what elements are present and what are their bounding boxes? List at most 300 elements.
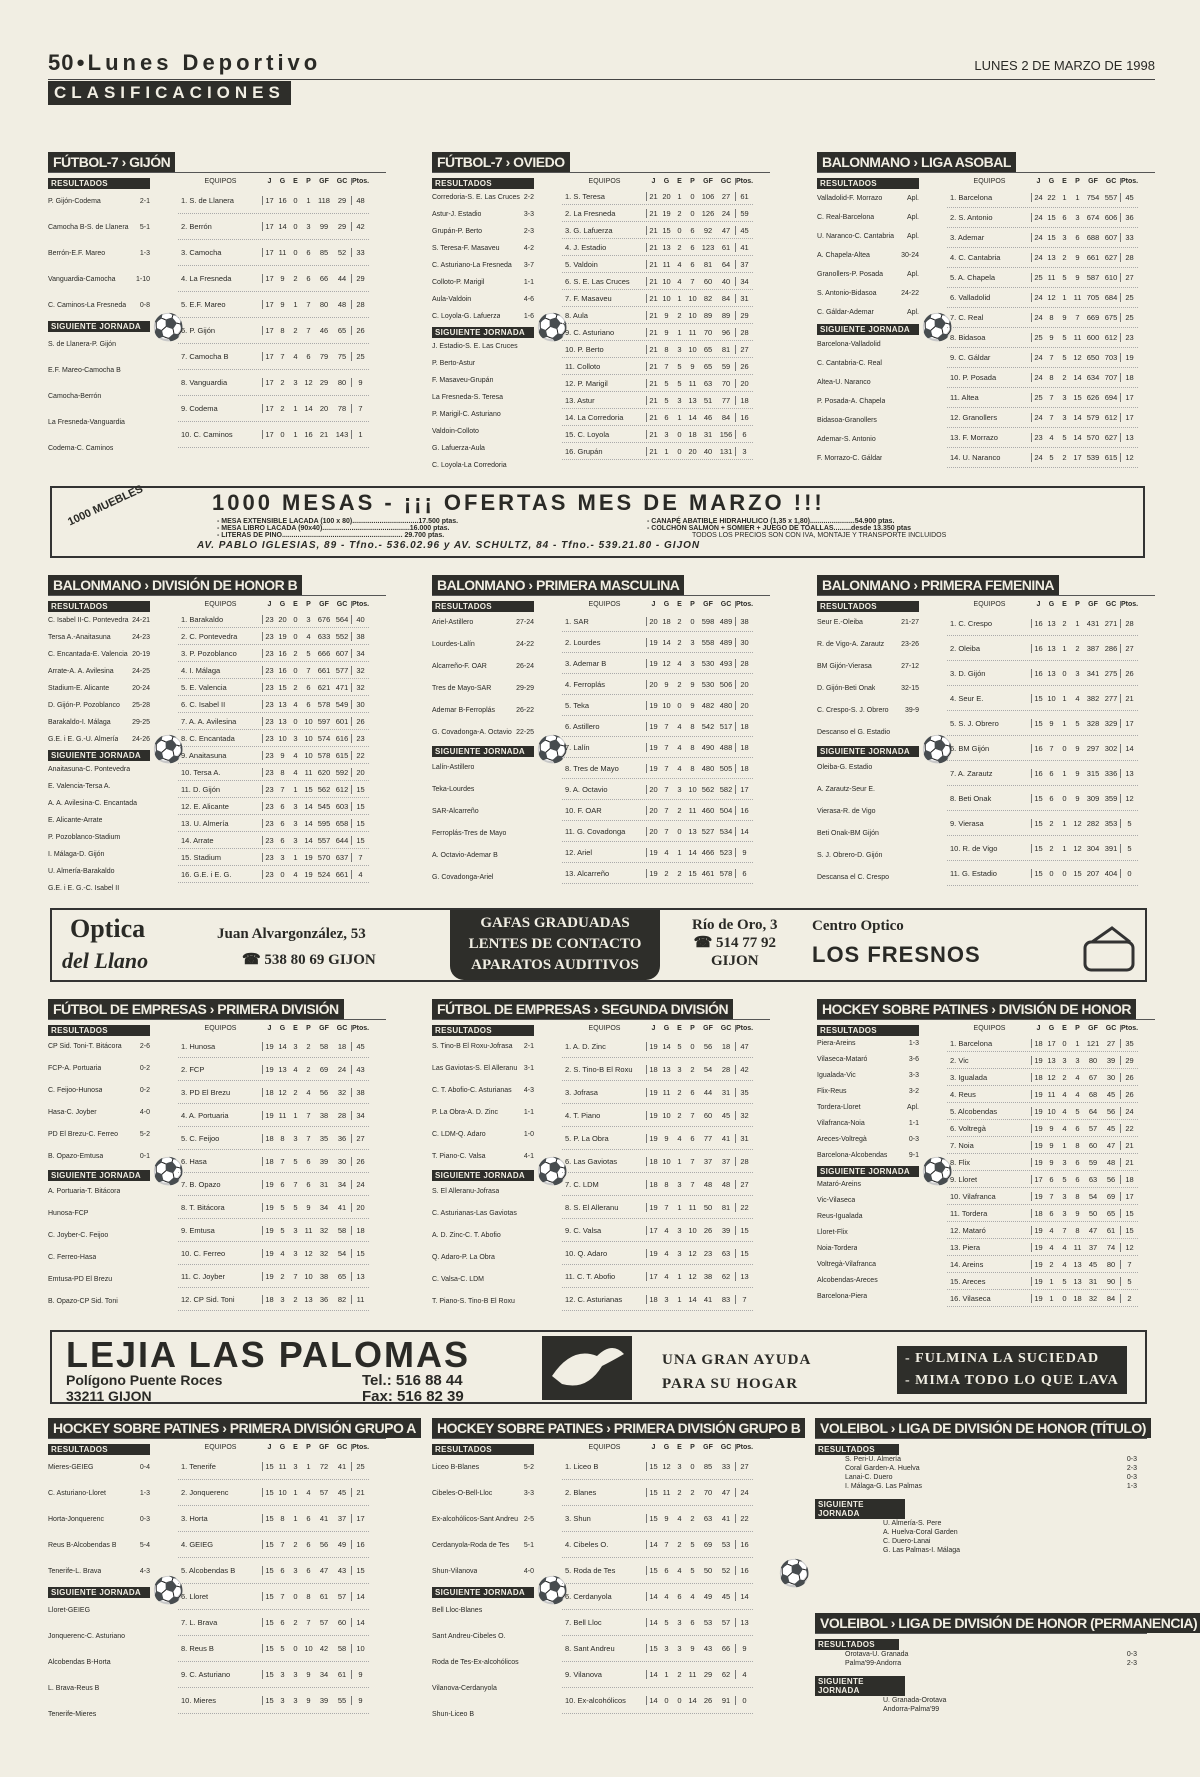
cell-lost: 14 — [688, 847, 697, 857]
standings-table — [947, 174, 1138, 468]
cell-lost: 11 — [688, 327, 697, 337]
cell-goals-against: 28 — [721, 1064, 731, 1074]
table-row — [178, 1127, 369, 1150]
cell-goals-against: 49 — [337, 1540, 347, 1549]
next-match-row — [432, 1181, 534, 1203]
cell-points: 27 — [1120, 644, 1138, 653]
cell-won: 17 — [1047, 1038, 1056, 1048]
result-score: 4-3 — [139, 1568, 150, 1575]
next-match-row — [815, 1537, 1147, 1546]
table-row — [562, 341, 753, 358]
cell-lost: 6 — [690, 225, 695, 235]
cell-drawn: 2 — [293, 648, 298, 658]
cell-points: 16 — [735, 413, 753, 422]
cell-drawn: 2 — [1062, 373, 1067, 382]
table-row — [178, 370, 369, 396]
result-row — [432, 1102, 534, 1124]
table-row — [562, 1150, 753, 1173]
cell-points: 25 — [1120, 313, 1138, 322]
cell-team: 9. C. Asturiano — [562, 328, 647, 337]
next-match: U. Almería-S. Pere — [883, 1520, 942, 1527]
next-match: P. Pozoblanco-Stadium — [48, 834, 121, 841]
table-row — [562, 1480, 753, 1506]
cell-goals-for: 705 — [1086, 293, 1100, 302]
cell-played: 21 — [649, 378, 658, 388]
table-row — [178, 1532, 369, 1558]
cell-played: 15 — [265, 1488, 274, 1497]
cell-lost: 6 — [306, 352, 311, 361]
cell-points: 27 — [735, 1180, 753, 1189]
result-row — [815, 1464, 1147, 1473]
cell-goals-against: 61 — [1106, 1225, 1116, 1235]
cell-played: 19 — [265, 1202, 274, 1212]
cell-team: 6. Valladolid — [947, 293, 1032, 302]
cell-team: 4. La Fresneda — [178, 274, 263, 283]
next-match: Ademar-S. Antonio — [817, 436, 876, 443]
cell-team: 5. C. Feijoo — [178, 1134, 263, 1143]
cell-team: 3. Ademar B — [562, 659, 647, 668]
cell-won: 1 — [664, 446, 669, 456]
table-row — [947, 428, 1138, 448]
col-gc: GC — [336, 1024, 348, 1032]
cell-team: 11. C. T. Abofio — [562, 1272, 647, 1281]
cell-drawn: 2 — [677, 242, 682, 252]
cell-played: 14 — [649, 1592, 658, 1601]
cell-points: 41 — [735, 243, 753, 252]
cell-drawn: 3 — [293, 378, 298, 387]
next-match-row — [48, 1291, 150, 1313]
cell-goals-for: 39 — [319, 1156, 329, 1166]
section-block — [48, 999, 386, 1317]
cell-played: 17 — [649, 1225, 658, 1235]
cell-points: 18 — [735, 722, 753, 731]
cell-goals-for: 80 — [319, 300, 329, 309]
cell-goals-against: 37 — [337, 1514, 347, 1523]
cell-goals-against: 271 — [1104, 618, 1118, 628]
section-rule — [48, 1438, 386, 1439]
cell-team: 15. Stadium — [178, 853, 263, 862]
next-match: C. Cantabria-C. Real — [817, 360, 882, 367]
cell-played: 16 — [1034, 618, 1043, 628]
cell-points: 27 — [735, 345, 753, 354]
result-row — [432, 291, 534, 308]
section-block — [432, 575, 770, 897]
col-gc: GC — [720, 1443, 732, 1451]
table-row — [947, 761, 1138, 786]
next-match-row — [432, 1650, 534, 1676]
results-column — [48, 178, 150, 462]
cell-points: 9 — [735, 848, 753, 857]
result-score: 3-1 — [523, 1065, 534, 1072]
cell-lost: 8 — [1075, 1140, 1080, 1150]
cell-goals-for: 41 — [319, 1514, 329, 1523]
cell-team: 15. Areces — [947, 1277, 1032, 1286]
cell-drawn: 1 — [1062, 843, 1067, 853]
table-row — [178, 1610, 369, 1636]
result-score: 0-3 — [908, 1136, 919, 1143]
cell-team: 2. C. Pontevedra — [178, 632, 263, 641]
results-column — [432, 1444, 534, 1728]
cell-goals-against: 582 — [719, 784, 733, 794]
cell-played: 24 — [1034, 453, 1043, 462]
cell-lost: 10 — [688, 293, 697, 303]
col-equipos: EQUIPOS — [973, 1024, 1006, 1032]
soccer-ball-icon: ⚽ — [536, 1575, 569, 1605]
cell-goals-for: 70 — [703, 1488, 713, 1497]
cell-team: 1. S. Teresa — [562, 192, 647, 201]
cell-points: 27 — [735, 1462, 753, 1471]
cell-team: 10. P. Posada — [947, 373, 1032, 382]
cell-played: 19 — [649, 1110, 658, 1120]
cell-goals-for: 72 — [319, 1462, 329, 1471]
cell-goals-against: 58 — [337, 1225, 347, 1235]
cell-goals-against: 96 — [721, 327, 731, 337]
standings-table — [562, 597, 753, 884]
cell-played: 19 — [1034, 1123, 1043, 1133]
next-match: P. Marigil-C. Asturiano — [432, 411, 501, 418]
cell-won: 3 — [664, 1644, 669, 1653]
next-match: Voltregà-Vilafranca — [817, 1261, 877, 1268]
table-row — [178, 628, 369, 645]
cell-drawn: 3 — [293, 1462, 298, 1471]
cell-team: 9. Emtusa — [178, 1226, 263, 1235]
cell-team: 8. Vanguardia — [178, 378, 263, 387]
result-match: Valladolid-F. Morrazo — [817, 195, 883, 202]
cell-points: 19 — [1120, 353, 1138, 362]
cell-played: 19 — [1034, 1276, 1043, 1286]
cell-goals-for: 328 — [1086, 718, 1100, 728]
cell-lost: 12 — [1073, 353, 1082, 362]
cell-goals-for: 527 — [701, 826, 715, 836]
next-match: B. Opazo-CP Sid. Toni — [48, 1298, 118, 1305]
cell-played: 19 — [1034, 1191, 1043, 1201]
cell-points: 16 — [735, 806, 753, 815]
cell-lost: 13 — [1073, 1259, 1082, 1269]
glasses-icon — [1082, 924, 1137, 974]
cell-goals-against: 684 — [1104, 293, 1118, 302]
cell-played: 15 — [1034, 818, 1043, 828]
cell-team: 7. Bell Lloc — [562, 1618, 647, 1627]
col-g: G — [663, 1024, 670, 1032]
cell-drawn: 3 — [677, 1644, 682, 1653]
result-score: 24-22 — [901, 290, 919, 297]
cell-drawn: 3 — [677, 1064, 682, 1074]
cell-played: 17 — [265, 378, 274, 387]
cell-goals-against: 70 — [721, 378, 731, 388]
cell-drawn: 1 — [1062, 293, 1067, 302]
cell-drawn: 1 — [677, 412, 682, 422]
cell-goals-for: 44 — [703, 1087, 713, 1097]
col-e: E — [677, 600, 682, 608]
cell-won: 10 — [1047, 693, 1056, 703]
cell-won: 5 — [664, 395, 669, 405]
cell-won: 7 — [664, 805, 669, 815]
service-1: GAFAS GRADUADAS — [480, 915, 630, 931]
cell-lost: 18 — [688, 429, 697, 439]
cell-goals-for: 579 — [1086, 413, 1100, 422]
cell-drawn: 4 — [293, 750, 298, 760]
cell-team: 10. P. Berto — [562, 345, 647, 354]
cell-goals-against: 43 — [337, 1566, 347, 1575]
cell-goals-for: 688 — [1086, 233, 1100, 242]
cell-team: 5. Roda de Tes — [562, 1566, 647, 1575]
result-row — [48, 1455, 150, 1481]
cell-played: 14 — [649, 1618, 658, 1627]
cell-won: 13 — [278, 716, 287, 726]
result-score: Apl. — [906, 195, 919, 202]
table-row — [947, 248, 1138, 268]
table-row — [178, 1242, 369, 1265]
cell-played: 18 — [1034, 1208, 1043, 1218]
cell-lost: 13 — [688, 826, 697, 836]
cell-goals-against: 52 — [337, 248, 347, 257]
table-row — [947, 861, 1138, 886]
optica-services — [450, 910, 660, 980]
cell-won: 11 — [662, 1488, 671, 1497]
cell-won: 6 — [280, 1566, 285, 1575]
table-row — [178, 1662, 369, 1688]
cell-won: 7 — [1049, 413, 1054, 422]
cell-team: 1. Barcelona — [947, 193, 1032, 202]
cell-goals-for: 51 — [703, 395, 713, 405]
next-match-row — [432, 389, 534, 406]
result-match: Igualada-Vic — [817, 1072, 856, 1079]
table-row — [178, 1104, 369, 1127]
result-match: R. de Vigo-A. Zarautz — [817, 641, 885, 648]
cell-team: 9. Anaitasuna — [178, 751, 263, 760]
soccer-ball-icon: ⚽ — [921, 734, 954, 764]
col-p: P — [306, 1443, 311, 1451]
col-gf: GF — [703, 600, 713, 608]
cell-won: 15 — [1047, 233, 1056, 242]
cell-goals-against: 275 — [1104, 668, 1118, 678]
cell-points: 20 — [735, 680, 753, 689]
result-row — [48, 293, 150, 319]
result-row — [432, 1481, 534, 1507]
cell-team: 2. Vic — [947, 1056, 1032, 1065]
cell-played: 20 — [649, 805, 658, 815]
next-match-row — [817, 1225, 919, 1241]
cell-played: 17 — [265, 326, 274, 335]
result-match: Shun-Vilanova — [432, 1568, 478, 1575]
result-row — [432, 722, 534, 744]
result-row — [48, 1036, 150, 1058]
cell-goals-for: 68 — [1088, 1089, 1098, 1099]
result-match: Horta-Jonquerenc — [48, 1516, 105, 1523]
cell-lost: 0 — [690, 191, 695, 201]
cell-played: 15 — [1034, 868, 1043, 878]
next-match: Camocha-Berrón — [48, 393, 102, 400]
next-match-row — [817, 1289, 919, 1305]
cell-won: 4 — [1049, 433, 1054, 442]
cell-team: 2. Oleiba — [947, 644, 1032, 653]
cell-team: 8. Beti Onak — [947, 794, 1032, 803]
section-block — [817, 152, 1155, 475]
cell-goals-for: 29 — [319, 378, 329, 387]
cell-goals-for: 85 — [319, 248, 329, 257]
cell-goals-against: 493 — [719, 658, 733, 668]
cell-team: 12. C. Asturianas — [562, 1295, 647, 1304]
cell-drawn: 5 — [1062, 353, 1067, 362]
cell-points: 14 — [735, 1592, 753, 1601]
cell-goals-for: 557 — [317, 835, 331, 845]
results-label: RESULTADOS — [817, 601, 919, 612]
cell-goals-against: 577 — [335, 665, 349, 675]
cell-played: 17 — [265, 196, 274, 205]
result-score: 3-6 — [908, 1056, 919, 1063]
table-row — [947, 1188, 1138, 1205]
cell-points: 25 — [351, 352, 369, 361]
cell-team: 10. Mieres — [178, 1696, 263, 1705]
cell-lost: 6 — [1075, 1157, 1080, 1167]
cell-drawn: 0 — [1062, 1038, 1067, 1048]
cell-won: 6 — [664, 412, 669, 422]
cell-goals-against: 61 — [337, 1670, 347, 1679]
next-match-row — [815, 1519, 1147, 1528]
cell-drawn: 1 — [1062, 768, 1067, 778]
next-round-label: SIGUIENTE JORNADA — [815, 1676, 905, 1696]
result-match: BM Gijón-Vierasa — [817, 663, 872, 670]
col-gf: GF — [1088, 177, 1098, 185]
cell-won: 2 — [280, 1271, 285, 1281]
section-block — [432, 152, 770, 475]
cell-goals-for: 82 — [703, 293, 713, 303]
cell-team: 9. Codema — [178, 404, 263, 413]
cell-team: 16. G.E. i E. G. — [178, 870, 263, 879]
table-header — [178, 174, 369, 188]
cell-drawn: 4 — [677, 1514, 682, 1523]
cell-team: 9. Vierasa — [947, 819, 1032, 828]
cell-won: 9 — [280, 750, 285, 760]
result-score: Apl. — [906, 271, 919, 278]
result-row — [48, 1102, 150, 1124]
cell-team: 7. Noia — [947, 1141, 1032, 1150]
ad1-offer-2: - MESA LIBRO LACADA (90x40).............................................16.000 ptas. — [217, 525, 450, 532]
cell-drawn: 6 — [1062, 213, 1067, 222]
cell-won: 10 — [662, 293, 671, 303]
cell-points: 6 — [735, 430, 753, 439]
cell-lost: 7 — [690, 1156, 695, 1166]
cell-points: 45 — [351, 1042, 369, 1051]
cell-played: 14 — [649, 1670, 658, 1679]
cell-goals-for: 26 — [703, 1225, 713, 1235]
cell-won: 0 — [664, 1696, 669, 1705]
next-match: Barcelona-Valladolid — [817, 341, 881, 348]
cell-team: 3. Igualada — [947, 1073, 1032, 1082]
cell-played: 23 — [265, 682, 274, 692]
table-header — [178, 597, 369, 611]
ad1-offer-1: - MESA EXTENSIBLE LACADA (100 x 80)..................................17.500 ptas. — [217, 518, 459, 525]
result-score: 5-1 — [139, 224, 150, 231]
table-row — [947, 408, 1138, 428]
result-score: 3-2 — [908, 1088, 919, 1095]
result-row — [817, 1084, 919, 1100]
cell-lost: 6 — [306, 1179, 311, 1189]
cell-won: 0 — [280, 430, 285, 439]
cell-team: 2. S. Tino-B El Roxu — [562, 1065, 647, 1074]
cell-points: 25 — [351, 1462, 369, 1471]
cell-points: 45 — [735, 226, 753, 235]
los-fresnos: LOS FRESNOS — [812, 942, 981, 967]
cell-lost: 9 — [690, 361, 695, 371]
cell-points: 2 — [1120, 1294, 1138, 1303]
cell-goals-against: 18 — [337, 1041, 347, 1051]
cell-drawn: 2 — [293, 1294, 298, 1304]
result-score: 0-4 — [139, 1464, 150, 1471]
cell-points: 21 — [1120, 694, 1138, 703]
table-row — [947, 836, 1138, 861]
table-row — [178, 1454, 369, 1480]
cell-goals-against: 64 — [721, 259, 731, 269]
cell-lost: 12 — [688, 1248, 697, 1258]
cell-team: 10. C. Caminos — [178, 430, 263, 439]
soccer-ball-icon: ⚽ — [152, 1156, 185, 1186]
next-match-row — [432, 1225, 534, 1247]
cell-played: 15 — [265, 1670, 274, 1679]
next-match: U. Almería-Barakaldo — [48, 868, 115, 875]
cell-lost: 11 — [1073, 1242, 1082, 1252]
col-equipos: EQUIPOS — [204, 600, 237, 608]
col-p: P — [690, 600, 695, 608]
cell-team: 14. Arrate — [178, 836, 263, 845]
cell-lost: 6 — [690, 1087, 695, 1097]
result-score: 24-21 — [132, 617, 150, 624]
cell-goals-against: 53 — [721, 1540, 731, 1549]
cell-goals-against: 517 — [719, 721, 733, 731]
col-e: E — [293, 1024, 298, 1032]
cell-drawn: 4 — [293, 767, 298, 777]
cell-goals-for: 587 — [1086, 273, 1100, 282]
cell-goals-against: 78 — [337, 404, 347, 413]
cell-lost: 10 — [304, 1271, 313, 1281]
cell-goals-against: 66 — [721, 1644, 731, 1653]
next-match-row — [817, 757, 919, 779]
next-match-row — [817, 867, 919, 889]
section-rule — [817, 1019, 1155, 1020]
cell-goals-against: 143 — [335, 430, 349, 439]
cell-goals-for: 29 — [703, 1670, 713, 1679]
cell-lost: 6 — [306, 1566, 311, 1575]
service-3: APARATOS AUDITIVOS — [471, 957, 639, 973]
table-row — [562, 375, 753, 392]
results-label: RESULTADOS — [432, 601, 534, 612]
table-row — [178, 1196, 369, 1219]
cell-drawn: 3 — [1062, 413, 1067, 422]
cell-goals-against: 91 — [721, 1696, 731, 1705]
cell-goals-against: 336 — [1104, 768, 1118, 778]
cell-goals-against: 329 — [1104, 718, 1118, 728]
cell-drawn: 4 — [677, 658, 682, 668]
next-match: C. Valsa-C. LDM — [432, 1276, 484, 1283]
result-match: Tres de Mayo-SAR — [432, 685, 492, 692]
result-row — [815, 1473, 1147, 1482]
cell-goals-for: 34 — [319, 1670, 329, 1679]
cell-goals-against: 45 — [721, 1592, 731, 1601]
cell-played: 24 — [1034, 233, 1043, 242]
cell-goals-for: 754 — [1086, 193, 1100, 202]
cell-points: 34 — [351, 1111, 369, 1120]
next-match-row — [817, 1177, 919, 1193]
table-row — [562, 1219, 753, 1242]
result-match: Palma'99-Andorra — [845, 1660, 902, 1667]
next-match: E.F. Mareo-Camocha B — [48, 367, 121, 374]
cell-won: 18 — [662, 616, 671, 626]
result-match: Mieres-GEIEG — [48, 1464, 94, 1471]
next-match: Beti Onak-BM Gijón — [817, 830, 879, 837]
cell-drawn: 1 — [677, 1294, 682, 1304]
cell-team: 11. C. Joyber — [178, 1272, 263, 1281]
result-match: C. Loyola-G. Lafuerza — [432, 313, 501, 320]
